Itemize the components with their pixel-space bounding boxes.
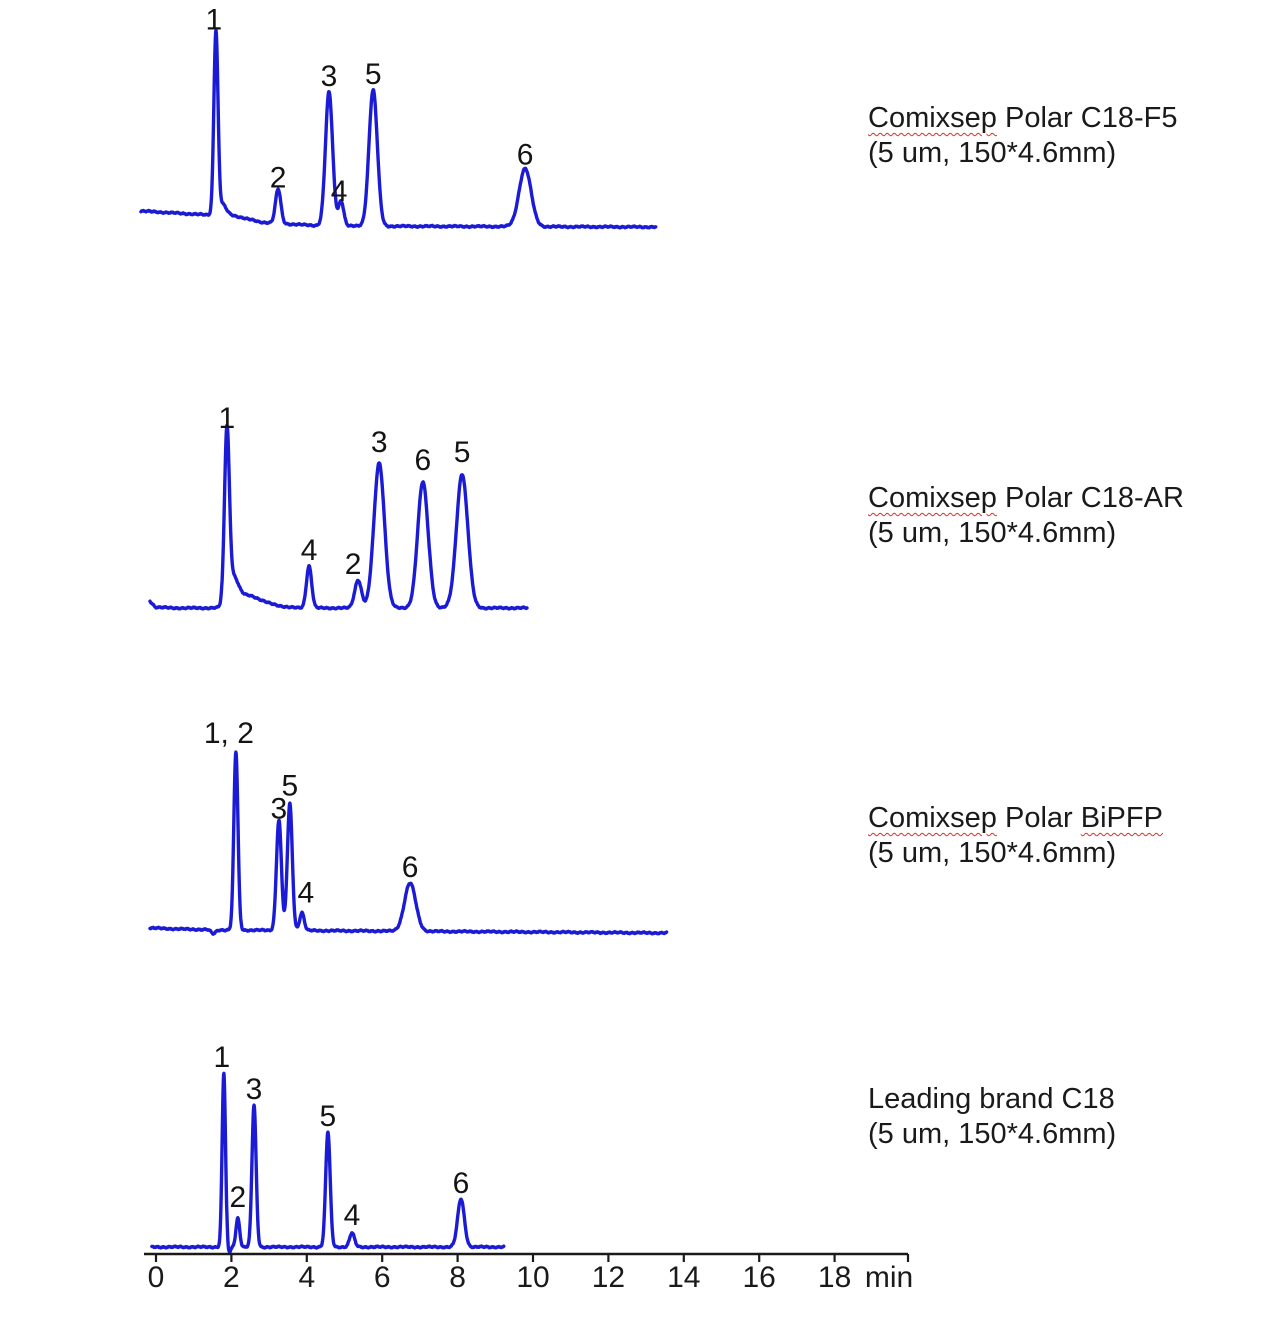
peak-label: 2 — [229, 1181, 247, 1214]
peak-label: 5 — [281, 769, 299, 803]
column-dimensions: (5 um, 150*4.6mm) — [868, 1118, 1117, 1150]
peak-label: 1 — [218, 402, 236, 435]
misspelled-word: Comixsep — [868, 102, 997, 134]
peak-label: 5 — [319, 1100, 337, 1133]
misspelled-word: BiPFP — [1080, 802, 1163, 834]
peak-label: 6 — [452, 1167, 470, 1200]
axis-tick-label: 4 — [298, 1261, 316, 1294]
peak-label: 4 — [297, 876, 315, 910]
column-label-3 — [868, 801, 1163, 871]
axis-tick-label: 10 — [516, 1261, 550, 1294]
peak-label: 1 — [205, 3, 223, 37]
peak-label: 3 — [320, 60, 338, 93]
column-name — [868, 801, 1163, 836]
axis-tick-label: 0 — [147, 1261, 165, 1294]
axis-tick-label: 12 — [591, 1261, 626, 1294]
axis-unit-label: min — [864, 1261, 914, 1294]
peak-label: 3 — [370, 426, 388, 459]
axis-tick-label: 14 — [667, 1261, 701, 1294]
column-name-text: Polar C18-F5 — [996, 102, 1178, 134]
misspelled-word: Comixsep — [868, 802, 997, 834]
peak-label: 3 — [270, 792, 288, 826]
peak-label: 5 — [453, 436, 471, 469]
trace-3 — [150, 752, 667, 934]
axis-tick-label: 16 — [742, 1261, 776, 1294]
peak-label: 4 — [343, 1199, 361, 1232]
column-dimensions: (5 um, 150*4.6mm) — [868, 137, 1117, 169]
column-dimensions: (5 um, 150*4.6mm) — [868, 517, 1117, 549]
peak-label: 4 — [330, 175, 348, 208]
peak-label: 1 — [213, 1041, 231, 1074]
peak-label: 2 — [344, 548, 362, 581]
time-axis — [144, 1254, 913, 1294]
column-label-2 — [868, 481, 1184, 551]
peak-label: 5 — [364, 58, 382, 92]
trace-1 — [141, 30, 656, 228]
axis-tick-label: 18 — [817, 1261, 852, 1294]
column-name-text: Polar — [996, 802, 1081, 834]
column-name — [868, 481, 1184, 516]
axis-tick-label: 6 — [373, 1261, 391, 1294]
axis-tick-label: 8 — [449, 1261, 466, 1294]
peak-label: 6 — [414, 444, 432, 477]
column-label-1 — [868, 101, 1177, 171]
axis-tick-label: 2 — [223, 1261, 240, 1294]
column-label-4 — [868, 1082, 1116, 1152]
peak-label: 1, 2 — [203, 717, 254, 751]
column-name — [868, 1082, 1116, 1117]
peak-label: 6 — [401, 851, 419, 885]
column-dimensions: (5 um, 150*4.6mm) — [868, 837, 1117, 869]
peak-label: 6 — [516, 138, 534, 172]
peak-label: 2 — [269, 161, 287, 195]
column-name-text: Polar C18-AR — [996, 482, 1184, 514]
peak-label: 4 — [300, 534, 318, 567]
peak-label: 3 — [245, 1073, 263, 1106]
column-name-text: Leading brand C18 — [868, 1083, 1115, 1115]
misspelled-word: Comixsep — [868, 482, 997, 514]
column-name — [868, 101, 1177, 136]
